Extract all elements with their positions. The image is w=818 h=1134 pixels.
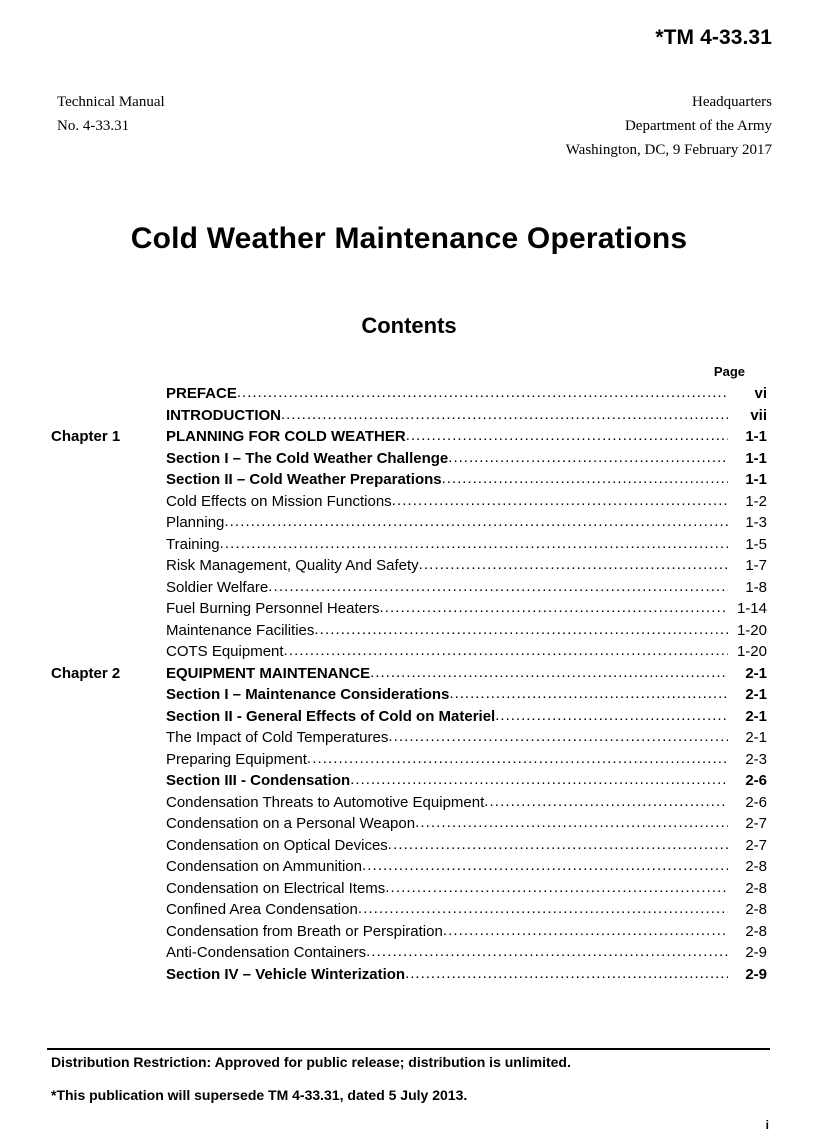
toc-row[interactable] bbox=[51, 815, 767, 837]
dot-leader bbox=[224, 514, 728, 530]
toc-entry-title: Condensation on Optical Devices bbox=[166, 836, 388, 854]
toc-row[interactable] bbox=[51, 407, 767, 429]
toc-page-number: vi bbox=[754, 385, 767, 402]
toc-page-number: 2-1 bbox=[745, 729, 767, 746]
toc-page-number: 2-8 bbox=[745, 901, 767, 918]
toc-chapter-label: Chapter 2 bbox=[51, 664, 121, 682]
toc-entry[interactable] bbox=[166, 686, 767, 703]
toc-page-number: 2-7 bbox=[745, 836, 767, 854]
toc-row[interactable] bbox=[51, 880, 767, 902]
toc-entry-title: Section I – Maintenance Considerations bbox=[166, 686, 450, 703]
toc-page-number: 2-3 bbox=[745, 750, 767, 768]
toc-page-number: 1-14 bbox=[736, 600, 767, 617]
toc-entry[interactable] bbox=[166, 665, 767, 682]
toc-page-number: 1-1 bbox=[745, 471, 767, 488]
header-left-line-1: Technical Manual bbox=[57, 94, 165, 110]
toc-rows bbox=[51, 385, 767, 987]
dot-leader bbox=[406, 428, 728, 444]
toc-page-number: 1-20 bbox=[736, 621, 767, 639]
page-folio: i bbox=[765, 1118, 769, 1132]
dot-leader bbox=[495, 708, 728, 724]
supersede-note: *This publication will supersede TM 4-33.31, dated 5 July 2013. bbox=[51, 1087, 468, 1103]
dot-leader bbox=[448, 450, 728, 466]
toc-entry-title: Condensation from Breath or Perspiration bbox=[166, 922, 443, 940]
toc-entry-title: Condensation Threats to Automotive Equipment bbox=[166, 793, 485, 811]
toc-page-number: 2-1 bbox=[745, 707, 767, 725]
toc-entry-title: Section II – Cold Weather Preparations bbox=[166, 471, 442, 488]
toc-entry[interactable] bbox=[166, 643, 767, 660]
toc-entry[interactable] bbox=[166, 514, 767, 531]
dot-leader bbox=[405, 966, 728, 982]
toc-entry-title: Training bbox=[166, 535, 220, 553]
toc-entry-title: COTS Equipment bbox=[166, 643, 284, 660]
dot-leader bbox=[314, 622, 728, 638]
toc-page-number: 2-9 bbox=[745, 965, 767, 983]
toc-row[interactable] bbox=[51, 514, 767, 536]
dot-leader bbox=[392, 493, 728, 509]
toc-entry-title: The Impact of Cold Temperatures bbox=[166, 729, 389, 746]
dot-leader bbox=[388, 837, 728, 853]
dot-leader bbox=[366, 944, 728, 960]
toc-entry-title: Section IV – Vehicle Winterization bbox=[166, 965, 406, 983]
toc-row[interactable] bbox=[51, 622, 767, 644]
toc-entry-title: Maintenance Facilities bbox=[166, 621, 315, 639]
header-right-line-1: Headquarters bbox=[692, 94, 772, 110]
toc-entry[interactable] bbox=[166, 901, 767, 918]
toc-chapter-label: Chapter 1 bbox=[51, 428, 121, 445]
dot-leader bbox=[268, 579, 728, 595]
toc-page-number: 2-1 bbox=[745, 686, 767, 703]
toc-page-number: vii bbox=[750, 406, 767, 424]
toc-page-number: 1-3 bbox=[745, 514, 767, 531]
toc-row[interactable] bbox=[51, 557, 767, 579]
toc-row[interactable] bbox=[51, 536, 767, 558]
document-number: *TM 4-33.31 bbox=[655, 26, 772, 49]
dot-leader bbox=[442, 471, 728, 487]
toc-entry[interactable] bbox=[166, 837, 767, 854]
toc-entry[interactable] bbox=[166, 794, 767, 811]
toc-entry[interactable] bbox=[166, 428, 767, 445]
toc-page-number: 1-2 bbox=[745, 492, 767, 510]
dot-leader bbox=[284, 643, 728, 659]
distribution-restriction: Distribution Restriction: Approved for public release; distribution is unlimited. bbox=[51, 1054, 571, 1070]
toc-page-number: 2-8 bbox=[745, 858, 767, 875]
toc-entry-title: Fuel Burning Personnel Heaters bbox=[166, 600, 380, 617]
toc-entry-title: Confined Area Condensation bbox=[166, 901, 358, 918]
toc-entry-title: PLANNING FOR COLD WEATHER bbox=[166, 428, 406, 445]
toc-entry[interactable] bbox=[166, 493, 767, 510]
toc-entry[interactable] bbox=[166, 579, 767, 596]
toc-entry[interactable] bbox=[166, 385, 767, 402]
header-right-block bbox=[566, 90, 772, 162]
toc-page-number: 1-1 bbox=[745, 428, 767, 445]
toc-row[interactable] bbox=[51, 966, 767, 988]
page-column-header: Page bbox=[713, 364, 745, 379]
contents-heading: Contents bbox=[361, 313, 457, 338]
toc-row[interactable] bbox=[51, 923, 767, 945]
toc-row[interactable] bbox=[51, 600, 767, 622]
toc-entry-title: Soldier Welfare bbox=[166, 578, 269, 596]
footer-divider bbox=[47, 1048, 770, 1050]
toc-entry[interactable] bbox=[166, 751, 767, 768]
header-left-block bbox=[57, 90, 165, 138]
toc-row[interactable] bbox=[51, 385, 767, 407]
dot-leader bbox=[370, 665, 728, 681]
toc-entry-title: EQUIPMENT MAINTENANCE bbox=[166, 664, 371, 682]
toc-entry[interactable] bbox=[166, 600, 767, 617]
toc-page-number: 1-20 bbox=[736, 643, 767, 660]
toc-entry[interactable] bbox=[166, 708, 767, 725]
toc-page-number: 2-1 bbox=[745, 664, 767, 682]
toc-row[interactable] bbox=[51, 729, 767, 751]
dot-leader bbox=[350, 772, 728, 788]
toc-page-number: 2-8 bbox=[745, 879, 767, 897]
toc-entry-title: PREFACE bbox=[166, 385, 237, 402]
toc-page-number: 1-8 bbox=[745, 578, 767, 596]
toc-row[interactable] bbox=[51, 686, 767, 708]
toc-page-number: 1-1 bbox=[745, 449, 767, 467]
dot-leader bbox=[307, 751, 728, 767]
toc-row[interactable] bbox=[51, 450, 767, 472]
dot-leader bbox=[388, 729, 728, 745]
dot-leader bbox=[415, 815, 728, 831]
table-of-contents bbox=[51, 363, 767, 987]
toc-page-number: 2-6 bbox=[745, 793, 767, 811]
toc-row[interactable] bbox=[51, 772, 767, 794]
dot-leader bbox=[449, 686, 728, 702]
toc-entry[interactable] bbox=[166, 944, 767, 961]
toc-entry-title: Section II - General Effects of Cold on Materiel bbox=[166, 707, 496, 725]
toc-row[interactable] bbox=[51, 493, 767, 515]
toc-entry-title: Planning bbox=[166, 514, 225, 531]
dot-leader bbox=[237, 385, 728, 401]
toc-page-number: 1-7 bbox=[745, 557, 767, 574]
toc-entry-title: Section III - Condensation bbox=[166, 772, 351, 789]
toc-row[interactable] bbox=[51, 471, 767, 493]
toc-page-number: 1-5 bbox=[745, 535, 767, 553]
toc-entry[interactable] bbox=[166, 815, 767, 832]
toc-page-number: 2-6 bbox=[745, 772, 767, 789]
toc-row[interactable] bbox=[51, 751, 767, 773]
toc-entry-title: Cold Effects on Mission Functions bbox=[166, 492, 392, 510]
toc-row[interactable] bbox=[51, 428, 767, 450]
toc-row[interactable] bbox=[51, 837, 767, 859]
toc-entry-title: Risk Management, Quality And Safety bbox=[166, 557, 419, 574]
header-right-line-3: Washington, DC, 9 February 2017 bbox=[565, 142, 772, 158]
toc-entry[interactable] bbox=[166, 557, 767, 574]
toc-entry[interactable] bbox=[166, 880, 767, 897]
toc-row[interactable] bbox=[51, 643, 767, 665]
toc-entry[interactable] bbox=[166, 729, 767, 746]
toc-entry-title: Preparing Equipment bbox=[166, 750, 307, 768]
toc-entry-title: Condensation on a Personal Weapon bbox=[166, 815, 416, 832]
toc-row[interactable] bbox=[51, 794, 767, 816]
dot-leader bbox=[358, 901, 728, 917]
page-title: Cold Weather Maintenance Operations bbox=[130, 222, 688, 255]
toc-entry[interactable] bbox=[166, 471, 767, 488]
toc-entry-title: Anti-Condensation Containers bbox=[166, 944, 367, 961]
dot-leader bbox=[385, 880, 728, 896]
header-left-line-2: No. 4-33.31 bbox=[57, 118, 130, 134]
toc-row[interactable] bbox=[51, 944, 767, 966]
dot-leader bbox=[220, 536, 728, 552]
toc-row[interactable] bbox=[51, 858, 767, 880]
toc-row[interactable] bbox=[51, 579, 767, 601]
toc-page-number: 2-7 bbox=[745, 815, 767, 832]
toc-entry-title: Section I – The Cold Weather Challenge bbox=[166, 449, 449, 467]
toc-entry-title: Condensation on Electrical Items bbox=[166, 879, 386, 897]
toc-entry[interactable] bbox=[166, 772, 767, 789]
toc-entry-title: INTRODUCTION bbox=[166, 406, 281, 424]
toc-entry-title: Condensation on Ammunition bbox=[166, 858, 362, 875]
dot-leader bbox=[484, 794, 728, 810]
dot-leader bbox=[443, 923, 728, 939]
toc-entry[interactable] bbox=[166, 622, 767, 639]
toc-entry[interactable] bbox=[166, 858, 767, 875]
dot-leader bbox=[362, 858, 728, 874]
toc-entry[interactable] bbox=[166, 536, 767, 553]
toc-row[interactable] bbox=[51, 901, 767, 923]
toc-page-number: 2-8 bbox=[745, 922, 767, 940]
toc-page-number: 2-9 bbox=[745, 944, 767, 961]
toc-entry[interactable] bbox=[166, 450, 767, 467]
toc-entry[interactable] bbox=[166, 966, 767, 983]
toc-row[interactable] bbox=[51, 708, 767, 730]
header-right-line-2: Department of the Army bbox=[624, 118, 772, 134]
toc-entry[interactable] bbox=[166, 923, 767, 940]
dot-leader bbox=[379, 600, 728, 616]
dot-leader bbox=[419, 557, 728, 573]
toc-row[interactable] bbox=[51, 665, 767, 687]
dot-leader bbox=[281, 407, 728, 423]
toc-entry[interactable] bbox=[166, 407, 767, 424]
